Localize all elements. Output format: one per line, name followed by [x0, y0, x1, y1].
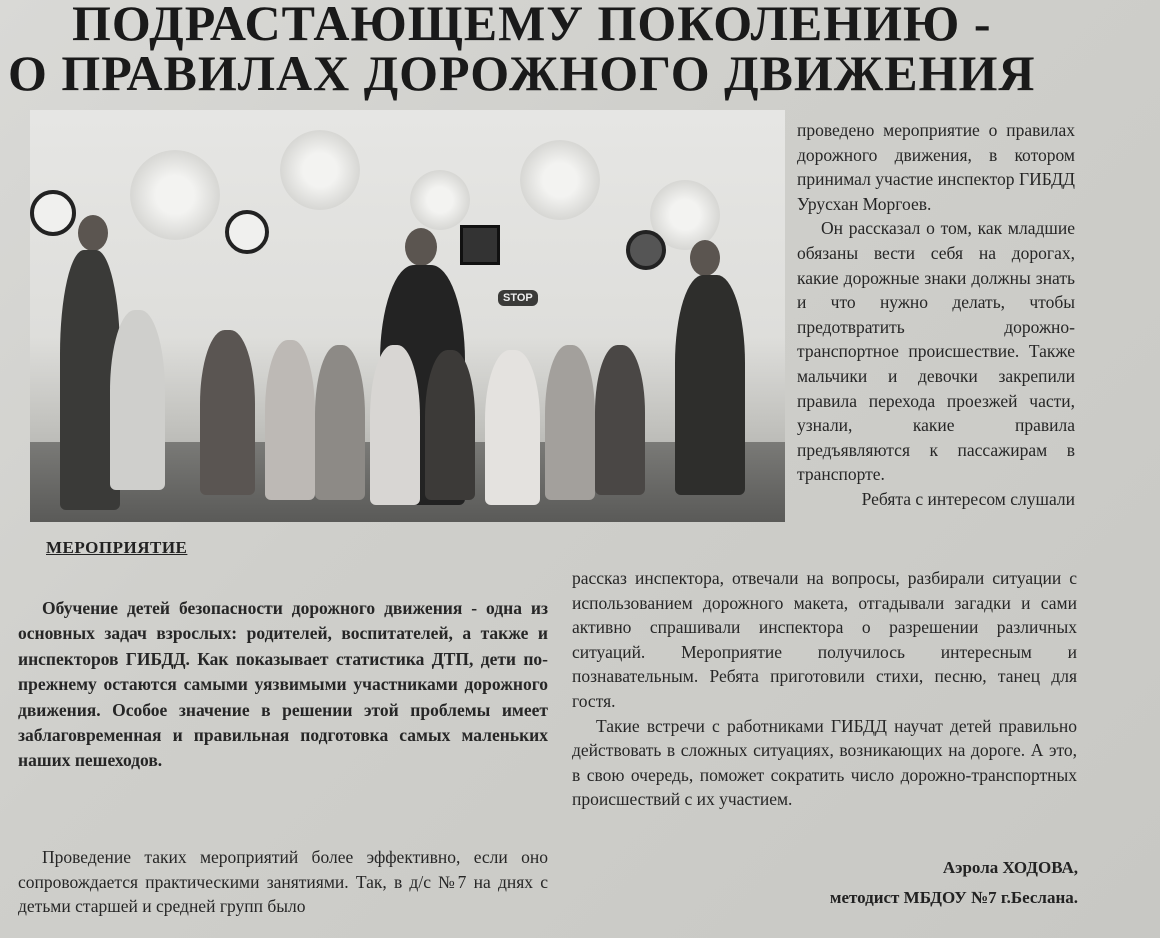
author-position: методист МБДОУ №7 г.Беслана.: [829, 888, 1078, 907]
child-figure: [425, 350, 475, 500]
article-photo: [30, 110, 785, 522]
child-figure: [595, 345, 645, 495]
no-pedestrians-sign-icon: [30, 190, 76, 236]
headline-line-1: ПОДРАСТАЮЩЕМУ ПОКОЛЕНИЮ -: [72, 0, 992, 51]
headline-line-2: О ПРАВИЛАХ ДОРОЖНОГО ДВИЖЕНИЯ: [8, 45, 1036, 101]
paper-flower-decoration: [280, 130, 360, 210]
left-column-bottom: [18, 845, 548, 919]
paper-flower-decoration: [410, 170, 470, 230]
lead-paragraph: [18, 596, 548, 774]
paragraph: Он рассказал о том, как младшие обязаны вести себя на дорогах, какие дорожные знаки должны знать и что нужно делать, чтобы предотвратить дорожно-транспортное происшествие. Также мальчики и девочки закрепили правила перехода проезжей части, узнали, какие правила предъявляются к пассажирам в транспорте.: [797, 218, 1075, 485]
child-figure: [265, 340, 315, 500]
no-entry-sign-icon: [626, 230, 666, 270]
child-figure: [200, 330, 255, 495]
round-road-sign-icon: [225, 210, 269, 254]
paragraph: Такие встречи с работниками ГИБДД научат детей правильно действовать в сложных ситуациях, возникающих на дороге. А это, в свою очередь, поможет сократить число дорожно-транспортных происшествий с их участием.: [572, 715, 1077, 810]
paragraph: проведено мероприятие о правилах дорожного движения, в котором принимал участие инспектор ГИБДД Урусхан Моргоев.: [797, 120, 1075, 214]
paragraph: Обучение детей безопасности дорожного движения - одна из основных задач взрослых: родителей, воспитателей, а также и инспекторов ГИБДД. Как показывает статистика ДТП, дети по-прежнему остаются самыми уязвимыми участниками дорожного движения. Особое значение в решении этой проблемы имеет заблаговременная и правильная подготовка самых маленьких наших пешеходов.: [18, 598, 548, 771]
teacher-figure: [675, 275, 745, 495]
author-name: Аэрола ХОДОВА,: [942, 858, 1078, 877]
right-column-top: [797, 118, 1075, 512]
child-figure: [370, 345, 420, 505]
child-figure: [315, 345, 365, 500]
paper-flower-decoration: [520, 140, 600, 220]
paragraph: рассказ инспектора, отвечали на вопросы, разбирали ситуации с использованием дорожного макета, отгадывали загадки и сами активно спрашивали инспектора о разрешении различных ситуаций. Мероприятие получилось интересным и познавательным. Ребята приготовили стихи, песню, танец для гостя.: [572, 568, 1077, 711]
child-figure: [545, 345, 595, 500]
paragraph: Ребята с интересом слушали: [861, 488, 1075, 509]
stop-sign-icon: STOP: [498, 290, 538, 306]
section-label: МЕРОПРИЯТИЕ: [46, 538, 188, 557]
child-figure: [485, 350, 540, 505]
right-column-bottom: [572, 566, 1077, 812]
pedestrian-crossing-sign-icon: [460, 225, 500, 265]
child-figure: [110, 310, 165, 490]
paragraph: Проведение таких мероприятий более эффективно, если оно сопровождается практическими занятиями. Так, в д/с №7 на днях с детьми старшей и средней групп было: [18, 847, 548, 917]
paper-flower-decoration: [130, 150, 220, 240]
